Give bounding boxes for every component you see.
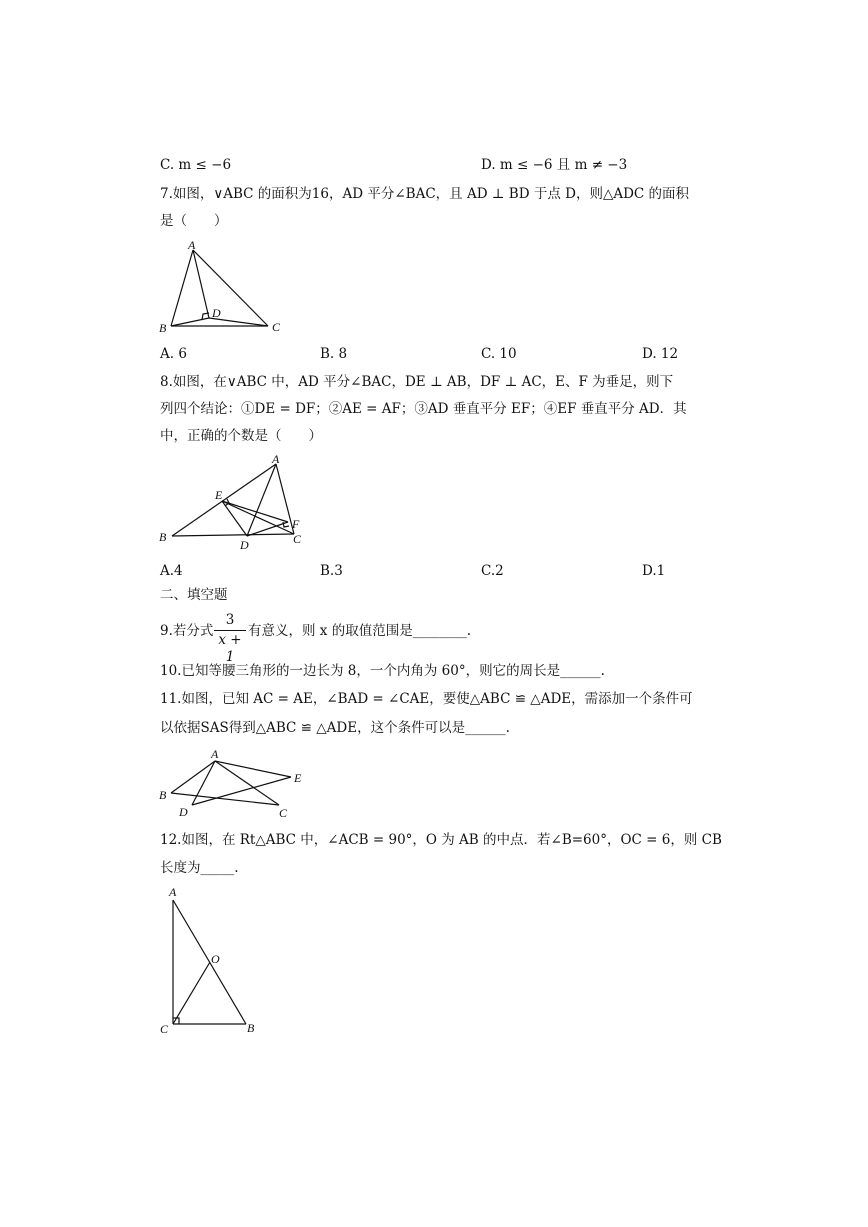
q7-option-a: A. 6	[160, 346, 187, 362]
q7-label-c: C	[272, 320, 281, 334]
q11-text-line1: 11.如图，已知 AC = AE，∠BAD = ∠CAE，要使△ABC ≌ △ADE，需添加一个条件可	[160, 691, 693, 707]
q8-text-line3: 中，正确的个数是（ ）	[160, 428, 322, 444]
q8-option-b: B.3	[320, 563, 343, 579]
q9-numerator: 3	[225, 612, 235, 628]
q12-text-line2: 长度为_____.	[160, 860, 239, 876]
q7-label-a: A	[188, 238, 196, 252]
q11-figure	[155, 745, 315, 820]
q8-label-c: C	[293, 532, 302, 546]
q7-figure	[155, 238, 295, 338]
q11-label-a: A	[211, 747, 219, 761]
q8-label-d: D	[240, 538, 249, 552]
q8-text-line2: 列四个结论：①DE = DF；②AE = AF；③AD 垂直平分 EF；④EF 垂直平分 AD．其	[160, 401, 687, 417]
q12-label-o: O	[211, 952, 220, 966]
q11-label-e: E	[294, 771, 302, 785]
q8-option-d: D.1	[642, 563, 666, 579]
q12-label-a: A	[169, 885, 177, 899]
q7-option-b: B. 8	[320, 346, 348, 362]
q9-denominator: x + 1	[218, 632, 242, 665]
q9-prefix: 9.若分式	[160, 623, 214, 639]
q11-text-line2: 以依据SAS得到△ABC ≌ △ADE，这个条件可以是______.	[160, 720, 510, 736]
section-heading: 二、填空题	[160, 587, 228, 603]
q12-label-b: B	[247, 1021, 255, 1035]
q8-label-f: F	[292, 517, 300, 531]
q8-label-e: E	[215, 488, 223, 502]
q6-option-d: D. m ≤ −6 且 m ≠ −3	[481, 157, 628, 173]
q10-text: 10.已知等腰三角形的一边长为 8，一个内角为 60°，则它的周长是______.	[160, 663, 605, 679]
q9-suffix: 有意义，则 x 的取值范围是________.	[248, 623, 471, 639]
q7-label-b: B	[159, 321, 167, 335]
q11-label-c: C	[279, 806, 288, 820]
q12-text-line1: 12.如图，在 Rt△ABC 中，∠ACB = 90°，O 为 AB 的中点．若∠B=60°，OC = 6，则 CB	[160, 832, 722, 848]
q7-label-d: D	[212, 306, 221, 320]
q6-option-c: C. m ≤ −6	[160, 157, 232, 173]
q7-option-d: D. 12	[642, 346, 679, 362]
q12-label-c: C	[160, 1022, 169, 1036]
q8-text-line1: 8.如图，在∨ABC 中，AD 平分∠BAC，DE ⊥ AB，DF ⊥ AC，E、F 为垂足，则下	[160, 374, 674, 390]
q11-label-b: B	[159, 788, 167, 802]
q12-figure	[155, 882, 275, 1042]
q7-text-line1: 7.如图，∨ABC 的面积为16，AD 平分∠BAC，且 AD ⊥ BD 于点 D，则△ADC 的面积	[160, 186, 690, 202]
q8-label-b: B	[159, 530, 167, 544]
q8-option-a: A.4	[160, 563, 183, 579]
q8-option-c: C.2	[481, 563, 504, 579]
q8-label-a: A	[272, 452, 280, 466]
q11-label-d: D	[179, 805, 188, 819]
q9-fraction	[214, 612, 246, 666]
q8-figure	[155, 452, 315, 552]
q7-option-c: C. 10	[481, 346, 517, 362]
q7-text-line2: 是（ ）	[160, 213, 228, 229]
